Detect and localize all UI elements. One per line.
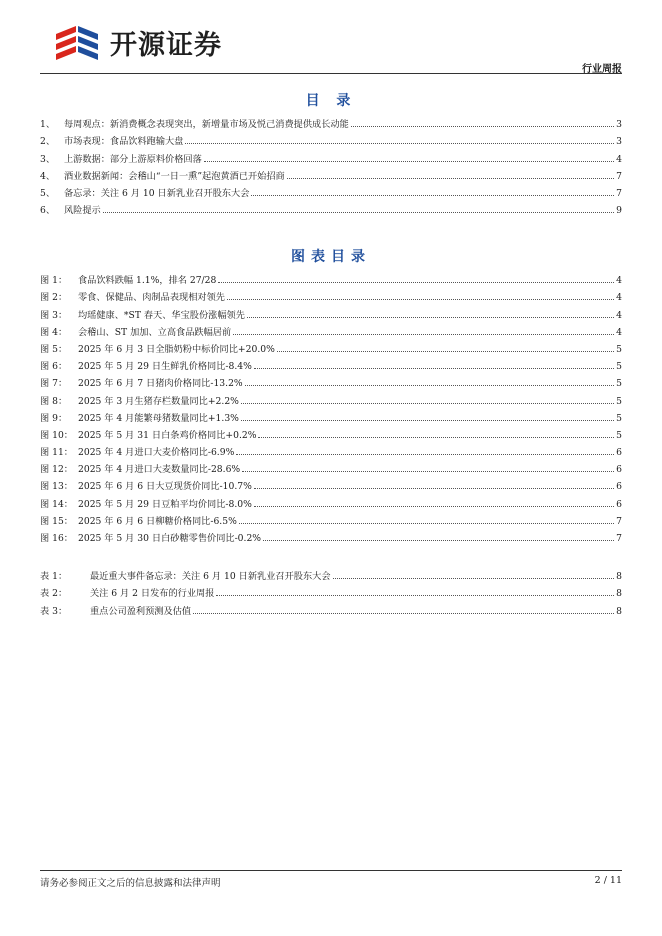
toc-entry[interactable] (40, 113, 622, 130)
figure-entry-number: 图 2： (40, 292, 68, 304)
figure-entry-page: 7 (616, 533, 622, 544)
dot-leader (241, 419, 614, 421)
dot-leader (254, 367, 614, 369)
figure-entry-number: 图 3： (40, 309, 68, 321)
figure-entry-number: 图 12： (40, 464, 73, 476)
figure-entry-page: 5 (616, 378, 622, 390)
figures-list (40, 269, 622, 544)
dot-leader (218, 281, 614, 283)
table-entry-number: 表 3： (40, 605, 68, 617)
figure-entry-label: 2025 年 4 月进口大麦数量同比-28.6% (78, 464, 241, 476)
figure-entry-label: 2025 年 4 月进口大麦价格同比-6.9% (78, 447, 235, 459)
toc-entry-page: 3 (616, 136, 622, 148)
table-entry-page: 8 (616, 605, 622, 617)
figure-entry-page: 6 (616, 498, 622, 510)
figure-entry-label: 2025 年 3 月生猪存栏数量同比+2.2% (78, 395, 239, 407)
figure-entry-label: 会稽山、ST 加加、立高食品跌幅居前 (78, 326, 232, 338)
figure-entry-label: 2025 年 5 月 29 日生鲜乳价格同比-8.4% (78, 361, 252, 373)
footer-disclaimer: 请务必参阅正文之后的信息披露和法律声明 (40, 878, 221, 889)
figure-entry-number: 图 10： (40, 429, 73, 441)
page-indicator: 2 / 11 (594, 875, 622, 886)
toc-entry-label: 市场表现：食品饮料跑输大盘 (64, 136, 184, 148)
figure-entry-number: 图 1： (40, 275, 68, 287)
company-logo (52, 20, 222, 64)
table-entry[interactable] (40, 599, 622, 616)
figure-entry[interactable] (40, 372, 622, 389)
toc-entry[interactable] (40, 182, 622, 199)
figure-entry[interactable] (40, 441, 622, 458)
toc-entry-number: 1、 (40, 119, 56, 131)
toc-list (40, 113, 622, 216)
figure-entry-label: 零食、保健品、肉制品表现相对领先 (78, 292, 225, 304)
dot-leader (233, 333, 614, 335)
toc-entry-label: 备忘录：关注 6 月 10 日新乳业召开股东大会 (64, 187, 250, 199)
toc-entry-number: 6、 (40, 205, 56, 217)
table-entry-number: 表 2： (40, 588, 68, 600)
figure-entry-page: 5 (616, 343, 622, 355)
figure-entry[interactable] (40, 492, 622, 509)
table-entry[interactable] (40, 565, 622, 582)
tables-list (40, 565, 622, 617)
figure-entry-label: 2025 年 4 月能繁母猪数量同比+1.3% (78, 412, 239, 424)
figure-entry-page: 6 (616, 481, 622, 493)
toc-entry-page: 9 (616, 205, 622, 217)
toc-entry-label: 每周观点：新消费概念表现突出，新增量市场及悦己消费提供成长动能 (64, 119, 349, 131)
footer-divider (40, 870, 622, 871)
toc-entry-number: 3、 (40, 153, 56, 165)
dot-leader (351, 125, 614, 127)
figure-entry[interactable] (40, 527, 622, 544)
page-header (40, 12, 622, 74)
figure-entry-label: 均瑶健康、*ST 春天、华宝股份涨幅领先 (78, 309, 245, 321)
figure-entry-number: 图 11： (40, 447, 73, 459)
figure-entry-page: 4 (616, 326, 622, 338)
figure-entry[interactable] (40, 321, 622, 338)
figure-entry-number: 图 6： (40, 361, 68, 373)
dot-leader (239, 522, 614, 524)
figure-entry-number: 图 14： (40, 498, 73, 510)
figure-entry-page: 4 (616, 309, 622, 321)
figure-entry-number: 图 9： (40, 412, 68, 424)
table-entry-label: 最近重大事件备忘录：关注 6 月 10 日新乳业召开股东大会 (90, 571, 331, 583)
figure-entry[interactable] (40, 424, 622, 441)
toc-entry-page: 7 (616, 187, 622, 199)
figure-entry[interactable] (40, 303, 622, 320)
report-type-label: 行业周报 (582, 64, 622, 75)
dot-leader (254, 487, 614, 489)
table-entry[interactable] (40, 582, 622, 599)
figure-entry-label: 2025 年 6 月 3 日全脂奶粉中标价同比+20.0% (78, 343, 275, 355)
figure-entry[interactable] (40, 510, 622, 527)
figure-entry-number: 图 5： (40, 343, 68, 355)
figure-entry-page: 6 (616, 464, 622, 476)
toc-entry[interactable] (40, 165, 622, 182)
dot-leader (258, 436, 614, 438)
toc-entry-number: 2、 (40, 136, 56, 148)
figure-entry-page: 4 (616, 275, 622, 287)
toc-entry[interactable] (40, 147, 622, 164)
toc-entry[interactable] (40, 130, 622, 147)
figure-entry-page: 6 (616, 447, 622, 459)
figure-entry-page: 5 (616, 412, 622, 424)
dot-leader (333, 577, 615, 579)
figure-entry[interactable] (40, 389, 622, 406)
figure-entry[interactable] (40, 338, 622, 355)
figure-entry-number: 图 8： (40, 395, 68, 407)
dot-leader (216, 594, 614, 596)
toc-entry[interactable] (40, 199, 622, 216)
figure-entry-page: 5 (616, 429, 622, 441)
figure-entry-page: 5 (616, 395, 622, 407)
dot-leader (277, 350, 614, 352)
table-entry-number: 表 1： (40, 571, 68, 583)
figure-entry[interactable] (40, 458, 622, 475)
figure-entry-label: 2025 年 5 月 29 日豆粕平均价同比-8.0% (78, 498, 252, 510)
figures-title: 图表目录 (291, 249, 371, 265)
dot-leader (245, 384, 614, 386)
toc-entry-label: 风险提示 (64, 205, 101, 217)
dot-leader (227, 298, 614, 300)
table-entry-label: 重点公司盈利预测及估值 (90, 605, 192, 617)
toc-entry-label: 上游数据：部分上游原料价格回落 (64, 153, 202, 165)
table-entry-label: 关注 6 月 2 日发布的行业周报 (90, 588, 215, 600)
figure-entry-number: 图 4： (40, 326, 68, 338)
dot-leader (254, 505, 614, 507)
figure-entry-label: 食品饮料跌幅 1.1%，排名 27/28 (78, 275, 217, 287)
table-entry-page: 8 (616, 588, 622, 600)
dot-leader (247, 316, 614, 318)
figure-entry[interactable] (40, 355, 622, 372)
dot-leader (287, 177, 614, 179)
dot-leader (241, 402, 614, 404)
figure-entry-page: 5 (616, 361, 622, 373)
company-name: 开源证券 (110, 29, 222, 61)
company-logo-icon (52, 22, 102, 62)
dot-leader (185, 142, 614, 144)
dot-leader (204, 160, 614, 162)
toc-entry-label: 酒业数据新闻：会稽山“一日一熏”起泡黄酒已开始招商 (64, 170, 285, 182)
figure-entry-number: 图 13： (40, 481, 73, 493)
figure-entry-number: 图 7： (40, 378, 68, 390)
dot-leader (193, 612, 614, 614)
figure-entry[interactable] (40, 407, 622, 424)
figure-entry-label: 2025 年 6 月 7 日猪肉价格同比-13.2% (78, 378, 243, 390)
toc-entry-page: 3 (616, 119, 622, 131)
toc-entry-number: 5、 (40, 187, 56, 199)
figure-entry-page: 7 (616, 515, 622, 527)
toc-entry-page: 4 (616, 153, 622, 165)
dot-leader (103, 211, 614, 213)
figure-entry-label: 2025 年 6 月 6 日柳糖价格同比-6.5% (78, 515, 237, 527)
figure-entry-page: 4 (616, 292, 622, 304)
figure-entry[interactable] (40, 269, 622, 286)
figure-entry-label: 2025 年 6 月 6 日大豆现货价同比-10.7% (78, 481, 252, 493)
figure-entry-label: 2025 年 5 月 30 日白砂糖零售价同比-0.2% (78, 533, 262, 544)
dot-leader (236, 453, 614, 455)
dot-leader (242, 470, 614, 472)
header-divider (40, 73, 622, 74)
toc-entry-number: 4、 (40, 170, 56, 182)
table-entry-page: 8 (616, 571, 622, 583)
dot-leader (263, 539, 614, 541)
dot-leader (251, 194, 614, 196)
figure-entry-label: 2025 年 5 月 31 日白条鸡价格同比+0.2% (78, 429, 257, 441)
toc-title: 目 录 (305, 93, 357, 109)
figure-entry[interactable] (40, 286, 622, 303)
figure-entry-number: 图 16： (40, 533, 73, 544)
figure-entry-number: 图 15： (40, 515, 73, 527)
toc-entry-page: 7 (616, 170, 622, 182)
figure-entry[interactable] (40, 475, 622, 492)
